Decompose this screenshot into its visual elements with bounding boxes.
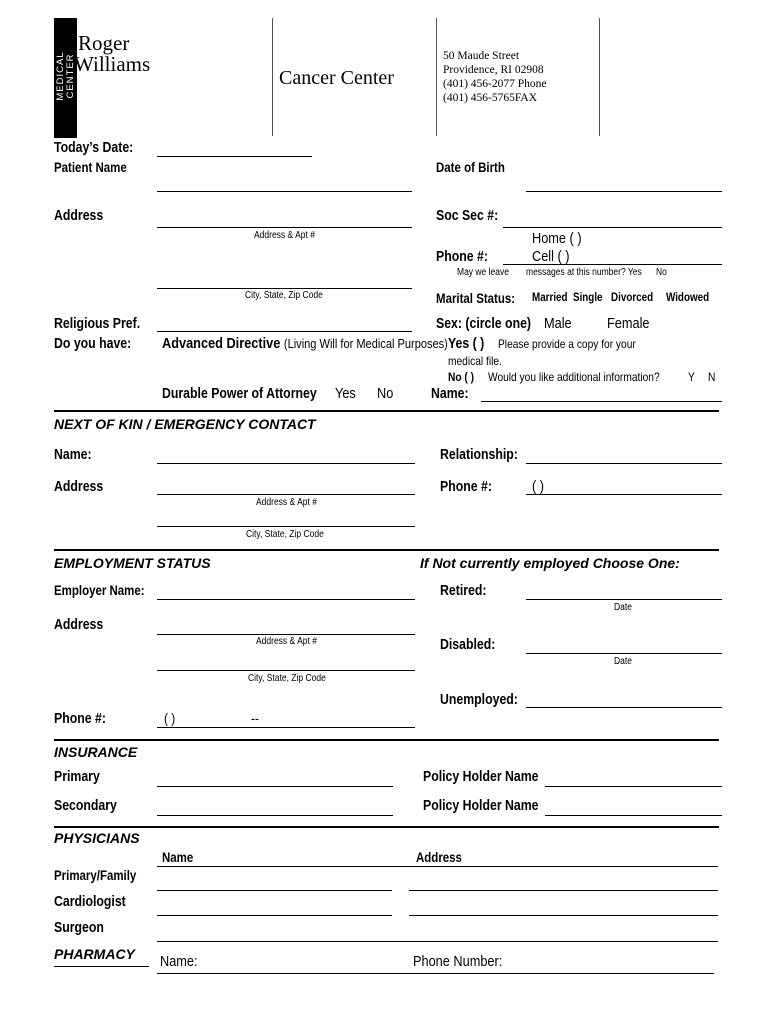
religious-pref-label: Religious Pref.	[54, 315, 141, 332]
employer-phone-paren: ( )	[164, 710, 176, 726]
section-divider-physicians	[54, 826, 719, 828]
messages-text: messages at this number? Yes	[526, 267, 642, 278]
additional-info-y[interactable]: Y	[688, 370, 695, 384]
employer-phone-dash: --	[251, 710, 259, 726]
pharmacy-name-label: Name:	[160, 953, 198, 970]
employer-address-apt-caption: Address & Apt #	[256, 636, 317, 647]
physician-row-surgeon: Surgeon	[54, 919, 104, 936]
kin-name-field[interactable]	[157, 463, 415, 464]
pharmacy-section-title: PHARMACY	[54, 946, 135, 962]
physicians-header-line	[157, 866, 718, 867]
durable-poa-label: Durable Power of Attorney	[162, 385, 317, 402]
header-divider-mid	[436, 18, 437, 136]
do-you-have-label: Do you have:	[54, 335, 132, 352]
logo-line1: Roger	[78, 31, 130, 55]
insurance-secondary-field[interactable]	[157, 815, 393, 816]
additional-info-n[interactable]: N	[708, 370, 716, 384]
poa-name-label: Name:	[431, 385, 469, 402]
poa-yes[interactable]: Yes	[335, 385, 356, 402]
physician-row-primary: Primary/Family	[54, 867, 137, 883]
marital-married[interactable]: Married	[532, 290, 568, 304]
unemployed-label: Unemployed:	[440, 691, 518, 708]
physicians-section-title: PHYSICIANS	[54, 830, 140, 846]
insurance-primary-label: Primary	[54, 768, 100, 785]
logo-side-text: MEDICAL CENTER	[55, 51, 76, 101]
insurance-secondary-label: Secondary	[54, 797, 117, 814]
kin-relationship-label: Relationship:	[440, 446, 518, 463]
marital-status-label: Marital Status:	[436, 290, 516, 306]
physician-cardiologist-address-field[interactable]	[409, 915, 718, 916]
phone-field[interactable]	[503, 264, 722, 265]
poa-no[interactable]: No	[377, 385, 394, 402]
primary-policy-holder-label: Policy Holder Name	[423, 768, 539, 785]
kin-address-field[interactable]	[157, 494, 415, 495]
home-phone-label: Home ( )	[532, 230, 582, 247]
provide-copy-text: Please provide a copy for your	[498, 337, 636, 351]
section-divider-kin	[54, 410, 719, 412]
employer-city-field[interactable]	[157, 670, 415, 671]
patient-name-field[interactable]	[157, 191, 412, 192]
todays-date-label: Today’s Date:	[54, 139, 134, 156]
retired-label: Retired:	[440, 582, 487, 599]
primary-policy-holder-field[interactable]	[545, 786, 722, 787]
employer-name-label: Employer Name:	[54, 582, 145, 598]
employer-name-field[interactable]	[157, 599, 415, 600]
insurance-section-title: INSURANCE	[54, 744, 138, 760]
secondary-policy-holder-label: Policy Holder Name	[423, 797, 539, 814]
kin-address-apt-caption: Address & Apt #	[256, 497, 317, 508]
header-divider-left	[272, 18, 273, 136]
pharmacy-phone-label: Phone Number:	[413, 953, 503, 970]
sex-female[interactable]: Female	[607, 315, 650, 332]
sex-label: Sex: (circle one)	[436, 315, 532, 332]
physicians-address-header: Address	[416, 849, 462, 865]
kin-city-field[interactable]	[157, 526, 415, 527]
physician-cardiologist-name-field[interactable]	[157, 915, 392, 916]
physician-primary-address-field[interactable]	[409, 890, 718, 891]
cell-phone-label: Cell ( )	[532, 248, 570, 265]
retired-date-caption: Date	[614, 602, 632, 613]
phone-label: Phone #:	[436, 248, 488, 265]
employer-phone-field[interactable]	[157, 727, 415, 728]
physician-row-cardiologist: Cardiologist	[54, 893, 126, 910]
pharmacy-field[interactable]	[157, 973, 714, 974]
employer-city-caption: City, State, Zip Code	[248, 673, 326, 684]
logo	[54, 18, 164, 138]
directive-no[interactable]: No ( )	[448, 370, 475, 384]
kin-city-caption: City, State, Zip Code	[246, 529, 324, 540]
kin-phone-field[interactable]	[526, 494, 722, 495]
disabled-date-caption: Date	[614, 656, 632, 667]
kin-relationship-field[interactable]	[526, 463, 722, 464]
marital-widowed[interactable]: Widowed	[666, 290, 710, 304]
sex-male[interactable]: Male	[544, 315, 572, 332]
additional-info-text: Would you like additional information?	[488, 370, 660, 384]
messages-no: No	[656, 267, 667, 278]
marital-divorced[interactable]: Divorced	[611, 290, 654, 304]
section-divider-insurance	[54, 739, 719, 741]
logo-bar	[54, 18, 77, 138]
center-address: 50 Maude Street Providence, RI 02908 (401) 456-2077 Phone (401) 456-5765FAX	[443, 50, 547, 104]
dob-label: Date of Birth	[436, 159, 505, 175]
center-name: Cancer Center	[279, 67, 394, 89]
kin-name-label: Name:	[54, 446, 92, 463]
address-label: Address	[54, 207, 104, 224]
physician-surgeon-field[interactable]	[157, 941, 718, 942]
section-divider-employment	[54, 549, 719, 551]
unemployed-date-field[interactable]	[526, 707, 722, 708]
soc-sec-label: Soc Sec #:	[436, 207, 499, 224]
employer-address-field[interactable]	[157, 634, 415, 635]
kin-phone-paren: ( )	[532, 478, 545, 495]
todays-date-field[interactable]	[157, 156, 312, 157]
logo-line2: Williams	[74, 52, 151, 76]
may-we-leave-text: May we leave	[457, 267, 509, 278]
soc-sec-field[interactable]	[503, 227, 722, 228]
pharmacy-title-underline	[54, 966, 149, 967]
medical-file-text: medical file.	[448, 354, 502, 368]
dob-field[interactable]	[526, 191, 722, 192]
employer-address-label: Address	[54, 616, 104, 633]
disabled-date-field[interactable]	[526, 653, 722, 654]
city-state-zip-field[interactable]	[157, 288, 412, 289]
address-apt-caption: Address & Apt #	[254, 230, 315, 241]
kin-address-label: Address	[54, 478, 104, 495]
insurance-primary-field[interactable]	[157, 786, 393, 787]
religious-pref-field[interactable]	[157, 331, 412, 332]
disabled-label: Disabled:	[440, 636, 496, 653]
address-field[interactable]	[157, 227, 412, 228]
patient-name-label: Patient Name	[54, 159, 127, 175]
physician-primary-name-field[interactable]	[157, 890, 392, 891]
kin-section-title: NEXT OF KIN / EMERGENCY CONTACT	[54, 416, 316, 432]
secondary-policy-holder-field[interactable]	[545, 815, 722, 816]
kin-phone-label: Phone #:	[440, 478, 492, 495]
directive-yes[interactable]: Yes ( )	[448, 335, 485, 352]
retired-date-field[interactable]	[526, 599, 722, 600]
not-employed-title: If Not currently employed Choose One:	[420, 555, 680, 571]
physicians-name-header: Name	[162, 849, 194, 865]
employer-phone-label: Phone #:	[54, 710, 106, 727]
city-state-zip-caption: City, State, Zip Code	[245, 290, 323, 301]
advanced-directive-label: Advanced Directive (Living Will for Medical Purposes)	[162, 335, 448, 352]
marital-single[interactable]: Single	[573, 290, 603, 304]
poa-name-field[interactable]	[481, 401, 722, 402]
header-divider-right	[599, 18, 600, 136]
employment-section-title: EMPLOYMENT STATUS	[54, 555, 211, 571]
